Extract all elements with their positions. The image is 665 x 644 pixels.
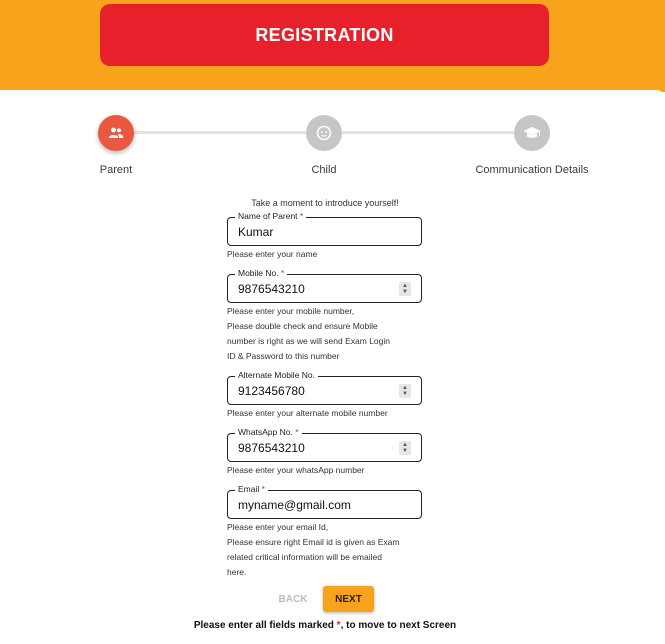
required-mark: * bbox=[295, 427, 299, 437]
email-field[interactable] bbox=[227, 484, 422, 519]
number-spinner-icon[interactable]: ▲ ▼ bbox=[399, 282, 411, 296]
whatsapp-number-label: WhatsApp No. bbox=[238, 427, 293, 437]
required-mark: * bbox=[299, 211, 304, 221]
child-icon bbox=[316, 125, 332, 141]
page-title: REGISTRATION bbox=[255, 24, 394, 45]
parent-name-label: Name of Parent bbox=[238, 211, 298, 221]
alternate-mobile-label: Alternate Mobile No. bbox=[238, 370, 316, 380]
email-helper: Please enter your email Id, Please ensure right Email id is given as Exam related critical information will be emailed here. bbox=[227, 522, 400, 577]
intro-text: Take a moment to introduce yourself! bbox=[251, 198, 399, 208]
registration-card bbox=[0, 90, 663, 644]
step-communication-details[interactable] bbox=[514, 115, 550, 151]
stepper-connector bbox=[342, 131, 514, 134]
email-input[interactable]: myname@gmail.com bbox=[238, 498, 351, 512]
back-button[interactable]: BACK bbox=[278, 594, 308, 605]
step-label-communication-details: Communication Details bbox=[475, 164, 589, 176]
step-label-child: Child bbox=[311, 164, 337, 176]
whatsapp-number-input[interactable]: 9876543210 bbox=[238, 441, 305, 455]
step-parent[interactable] bbox=[98, 115, 134, 151]
footer-note: Please enter all fields marked *, to move to next Screen bbox=[193, 620, 457, 631]
email-label: Email bbox=[238, 484, 260, 494]
mobile-number-input[interactable]: 9876543210 bbox=[238, 282, 305, 296]
whatsapp-number-field[interactable] bbox=[227, 427, 422, 462]
alternate-mobile-field[interactable] bbox=[227, 370, 422, 405]
registration-banner bbox=[100, 4, 549, 66]
alternate-mobile-helper: Please enter your alternate mobile number bbox=[227, 408, 388, 418]
stepper-connector bbox=[134, 131, 306, 134]
step-child[interactable] bbox=[306, 115, 342, 151]
parent-name-input[interactable]: Kumar bbox=[238, 225, 274, 239]
parent-name-helper: Please enter your name bbox=[227, 249, 318, 259]
required-mark: * bbox=[261, 484, 265, 494]
number-spinner-icon[interactable]: ▲ ▼ bbox=[399, 384, 411, 398]
number-spinner-icon[interactable]: ▲ ▼ bbox=[399, 441, 411, 455]
parent-icon bbox=[108, 127, 124, 139]
mobile-number-label: Mobile No. bbox=[238, 268, 279, 278]
whatsapp-number-helper: Please enter your whatsApp number bbox=[227, 465, 365, 475]
required-mark: * bbox=[281, 268, 285, 278]
graduation-cap-icon bbox=[523, 126, 541, 140]
mobile-number-field[interactable] bbox=[227, 268, 422, 303]
parent-name-field[interactable] bbox=[227, 211, 422, 246]
alternate-mobile-input[interactable]: 9123456780 bbox=[238, 384, 305, 398]
mobile-number-helper: Please enter your mobile number, Please double check and ensure Mobile number is right as we will send Exam Login ID & Password to this number bbox=[227, 306, 390, 361]
step-label-parent: Parent bbox=[99, 164, 133, 176]
next-button[interactable]: NEXT bbox=[323, 586, 374, 612]
